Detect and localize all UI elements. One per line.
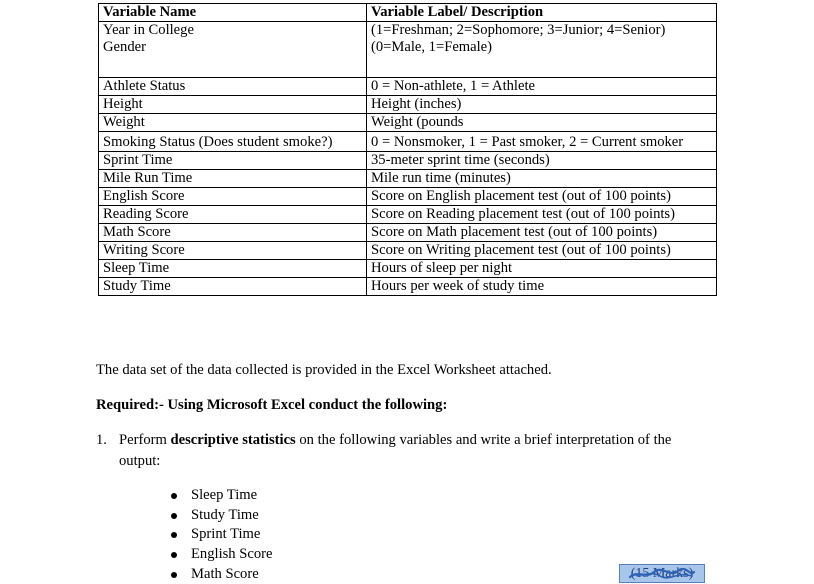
dataset-note: The data set of the data collected is provided in the Excel Worksheet attached.: [96, 362, 552, 378]
list-item: Sleep Time: [170, 486, 272, 506]
table-header-row: [99, 4, 717, 22]
variable-label: Mile run time (minutes): [367, 170, 717, 188]
table-row: [99, 242, 717, 260]
variable-label: Score on Reading placement test (out of 100 points): [367, 206, 717, 224]
variable-name: Mile Run Time: [99, 170, 367, 188]
list-item: Math Score: [170, 565, 272, 584]
table-row: [99, 224, 717, 242]
table-row: [99, 96, 717, 114]
question-text-emphasis: descriptive statistics: [170, 432, 296, 448]
variable-label: Score on Writing placement test (out of 100 points): [367, 242, 717, 260]
variable-label: Hours per week of study time: [367, 278, 717, 296]
header-variable-name: Variable Name: [99, 4, 367, 22]
variable-name: Math Score: [99, 224, 367, 242]
variable-label: (1=Freshman; 2=Sophomore; 3=Junior; 4=Senior): [367, 22, 717, 40]
question-text: [119, 430, 716, 472]
table-row: [99, 78, 717, 96]
question-text-before: Perform: [119, 432, 171, 448]
variable-name: Sleep Time: [99, 260, 367, 278]
variable-label: 0 = Nonsmoker, 1 = Past smoker, 2 = Current smoker: [367, 132, 717, 152]
question-number: 1.: [96, 432, 107, 448]
variable-name: Gender: [99, 39, 367, 56]
table-row: [99, 188, 717, 206]
table-row: [99, 206, 717, 224]
variable-name: [99, 56, 367, 78]
variable-name: Writing Score: [99, 242, 367, 260]
table-row: [99, 260, 717, 278]
variable-label: (0=Male, 1=Female): [367, 39, 717, 56]
variable-label: [367, 56, 717, 78]
table-row: [99, 152, 717, 170]
marks-highlight: [619, 564, 705, 583]
variable-name: Athlete Status: [99, 78, 367, 96]
variable-label: 35-meter sprint time (seconds): [367, 152, 717, 170]
variable-name: English Score: [99, 188, 367, 206]
list-item: Sprint Time: [170, 525, 272, 545]
variable-label: Height (inches): [367, 96, 717, 114]
variable-label: 0 = Non-athlete, 1 = Athlete: [367, 78, 717, 96]
table-row: [99, 170, 717, 188]
table-row: [99, 39, 717, 56]
marks-label: (15 Marks): [630, 566, 694, 581]
question-1: [96, 430, 716, 472]
variable-name: Year in College: [99, 22, 367, 40]
variable-list: [170, 486, 272, 584]
variable-label: Score on English placement test (out of 100 points): [367, 188, 717, 206]
variable-name: Study Time: [99, 278, 367, 296]
table-row: [99, 114, 717, 132]
variable-name: Height: [99, 96, 367, 114]
variable-label: Score on Math placement test (out of 100 points): [367, 224, 717, 242]
variable-name: Sprint Time: [99, 152, 367, 170]
list-item: English Score: [170, 545, 272, 565]
list-item: Study Time: [170, 506, 272, 526]
variable-name: Reading Score: [99, 206, 367, 224]
variable-name: Weight: [99, 114, 367, 132]
table-row: [99, 132, 717, 152]
variable-label: Hours of sleep per night: [367, 260, 717, 278]
variable-label: Weight (pounds: [367, 114, 717, 132]
variable-table: [98, 3, 717, 296]
table-row: [99, 22, 717, 40]
variable-name: Smoking Status (Does student smoke?): [99, 132, 367, 152]
table-row: [99, 278, 717, 296]
header-variable-label: Variable Label/ Description: [367, 4, 717, 22]
question-text-after: on the following variables and write a brief interpretation of the output:: [119, 432, 672, 469]
table-row: [99, 56, 717, 78]
required-heading: Required:- Using Microsoft Excel conduct the following:: [96, 397, 448, 413]
